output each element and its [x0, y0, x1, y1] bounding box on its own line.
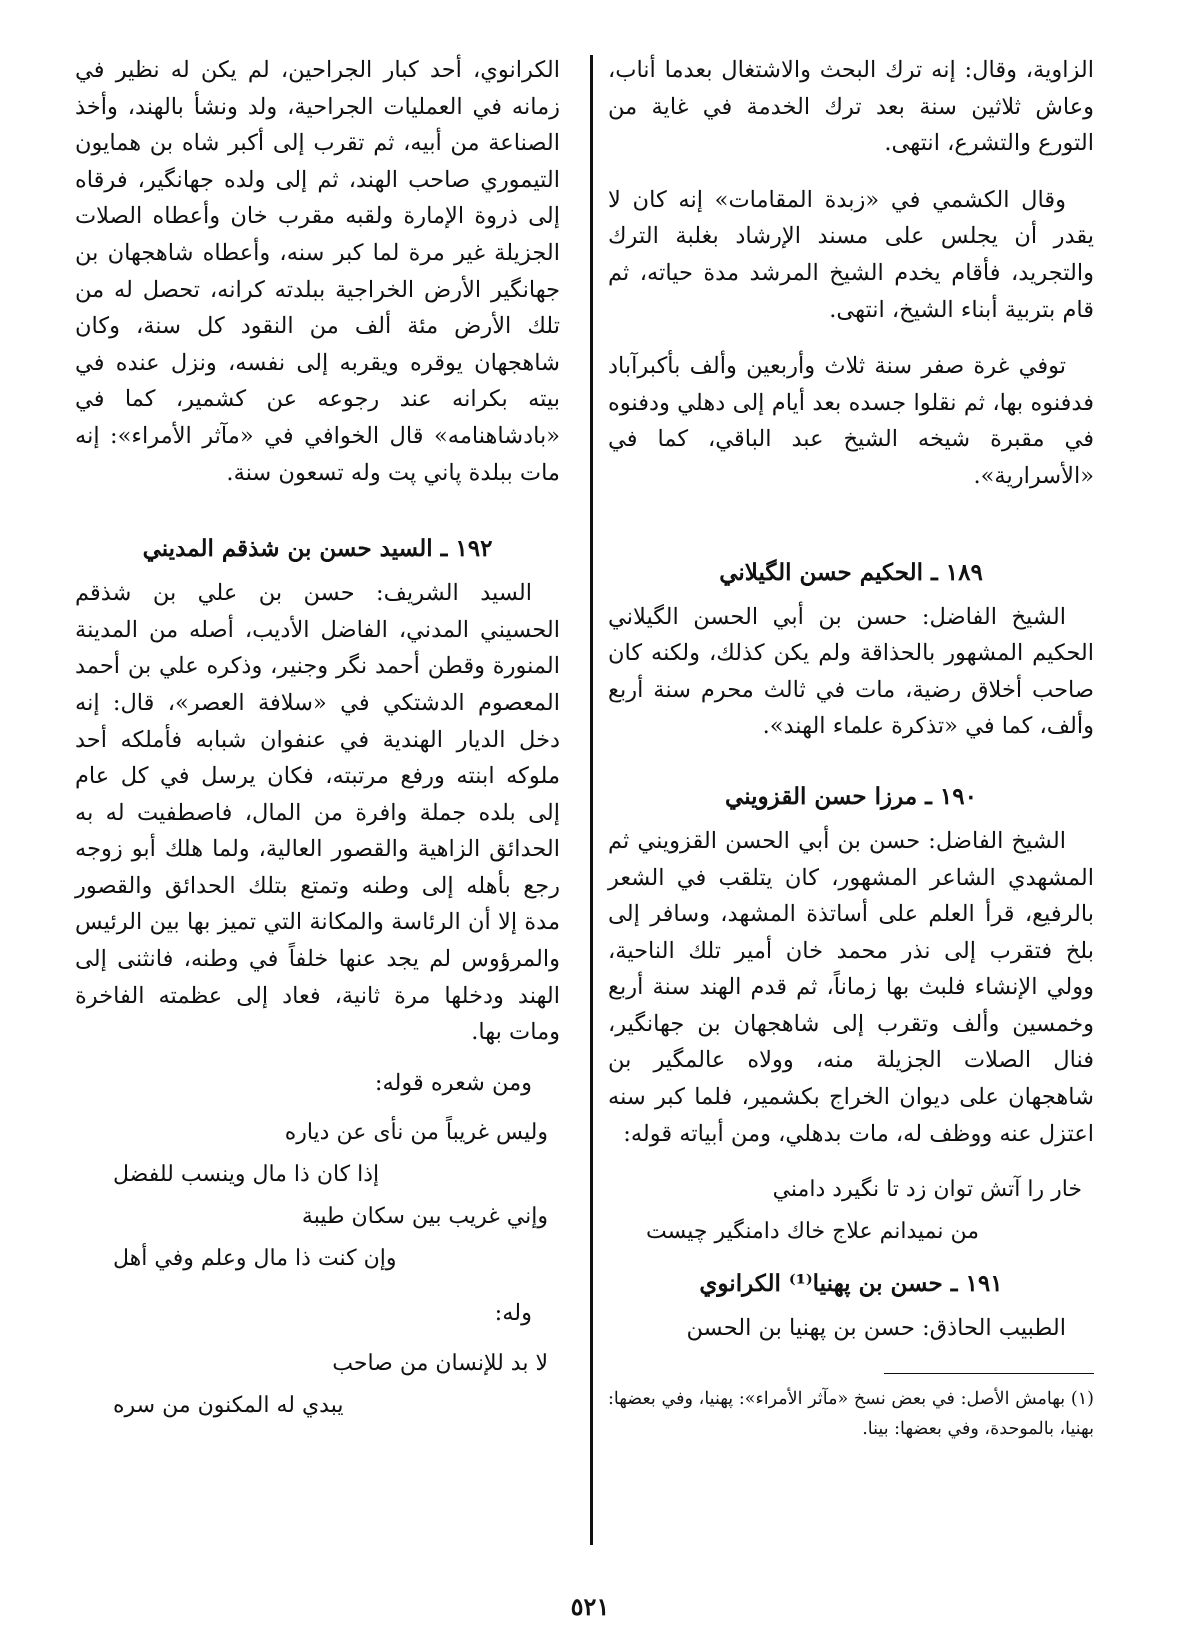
verse-line: وإن كنت ذا مال وعلم وفي أهل — [113, 1246, 397, 1272]
paragraph: وقال الكشمي في «زبدة المقامات» إنه كان لا يقدر أن يجلس على مسند الإرشاد بغلبة الترك والتجريد، فأقام يخدم الشيخ المرشد مدة حياته، ثم قام بتربية أبناء الشيخ، انتهى. — [608, 186, 1094, 323]
verse-line: إذا كان ذا مال وينسب للفضل — [113, 1162, 380, 1188]
poem-1 — [75, 1117, 560, 1275]
verse-line: وليس غريباً من نأى عن دياره — [284, 1120, 548, 1146]
right-column — [608, 52, 1094, 1444]
paragraph: الزاوية، وقال: إنه ترك البحث والاشتغال بعدما أناب، وعاش ثلاثين سنة بعد ترك الخدمة في غاية من التورع والتشرع، انتهى. — [608, 57, 1094, 157]
entry-paragraph-189: الشيخ الفاضل: حسن بن أبي الحسن الگيلاني الحكيم المشهور بالحذاقة ولم يكن كذلك، ولكنه كان صاحب أخلاق رضية، مات في ثالث محرم سنة أربع وألف، كما في «تذكرة علماء الهند». — [608, 603, 1094, 740]
entry-heading-189: ١٨٩ ـ الحكيم حسن الگيلاني — [719, 558, 983, 586]
entry-heading-190: ١٩٠ ـ مرزا حسن القزويني — [725, 782, 977, 810]
entry-paragraph-191: الطبيب الحاذق: حسن بن پهنيا بن الحسن — [686, 1315, 1066, 1342]
verse-190 — [608, 1174, 1094, 1248]
paragraph: توفي غرة صفر سنة ثلاث وأربعين وألف بأكبرآباد فدفنوه بها، ثم نقلوا جسده بعد أيام إلى دهلي ودفنوه في مقبرة شيخه الشيخ عبد الباقي، كما في «الأسرارية». — [608, 353, 1094, 489]
poem-intro: ومن شعره قوله: — [374, 1069, 532, 1096]
left-column — [75, 52, 560, 1422]
verse-line: خار را آتش توان زد تا نگيرد دامني — [772, 1177, 1082, 1203]
verse-line: لا بد للإنسان من صاحب — [332, 1351, 548, 1377]
entry-paragraph-192: السيد الشريف: حسن بن علي بن شذقم الحسيني المدني، الفاضل الأديب، أصله من المدينة المنورة وقطن أحمد نگر وجنير، وذكره علي بن أحمد المعصوم الدشتكي في «سلافة العصر»، قال: إنه دخل الديار الهندية في عنفوان شبابه فأملكه أحد ملوكه ابنته ورفع مرتبته، فكان يرسل في كل عام إلى بلده جملة وافرة من المال، فاصطفيت له به الحدائق الزاهية والقصور العالية، ولما هلك أبو زوجه رجع بأهله إلى وطنه وتمتع بتلك الحدائق والقصور مدة إلا أن الرئاسة والمكانة التي تميز بها بين الرئيس والمرؤوس لم يجد عنها خلفاً في وطنه، فانثنى إلى الهند ودخلها مرة ثانية، فعاد إلى عظمته الفاخرة ومات بها. — [75, 580, 560, 1046]
paragraph: الكرانوي، أحد كبار الجراحين، لم يكن له نظير في زمانه في العمليات الجراحية، ولد ونشأ بالهند، وأخذ الصناعة من أبيه، ثم تقرب إلى أكبر شاه بن همايون التيموري صاحب الهند، ثم إلى ولده جهانگير، فرقاه إلى ذروة الإمارة ولقبه مقرب خان وأعطاه الصلات الجزيلة غير مرة لما كبر سنه، وأعطاه شاهجهان بن جهانگير الأرض الخراجية ببلدته كرانه، تحصل له من تلك الأرض مئة ألف من النقود كل سنة، وكان شاهجهان يوقره ويقربه إلى نفسه، ونزل عنده في بيته بكرانه عند رجوعه عن كشمير، كما في «بادشاهنامه» قال الخوافي في «مآثر الأمراء»: إنه مات ببلدة پاني پت وله تسعون سنة. — [75, 57, 560, 486]
entry-heading-192: ١٩٢ ـ السيد حسن بن شذقم المديني — [142, 535, 493, 563]
poem-intro: وله: — [494, 1300, 532, 1327]
column-divider — [590, 55, 593, 1545]
verse-line: من نميدانم علاج خاك دامنگير چيست — [646, 1219, 980, 1245]
poem-2 — [75, 1348, 560, 1422]
entry-paragraph-190: الشيخ الفاضل: حسن بن أبي الحسن القزويني ثم المشهدي الشاعر المشهور، كان يتلقب في الشعر بالرفيع، قرأ العلم على أساتذة المشهد، وسافر إلى بلخ فتقرب إلى نذر محمد خان أمير تلك الناحية، وولي الإنشاء فلبث بها زماناً، ثم قدم الهند سنة أربع وخمسين وألف وتقرب إلى شاهجهان بن جهانگير، فنال الصلات الجزيلة منه، وولاه عالمگير بن شاهجهان على ديوان الخراج بكشمير، فلما كبر سنه اعتزل عنه ووظف له، مات بدهلي، ومن أبياته قوله: — [608, 827, 1094, 1147]
verse-line: يبدي له المكنون من سره — [113, 1393, 344, 1419]
page-number: ٥٢١ — [570, 1592, 610, 1621]
verse-line: وإني غريب بين سكان طيبة — [301, 1204, 548, 1230]
footnote: (١) بهامش الأصل: في بعض نسخ «مآثر الأمراء»: پهنيا، وفي بعضها: بهنيا، بالموحدة، وفي بعضها: بينا. — [608, 1388, 1094, 1439]
entry-heading-191: ١٩١ ـ حسن بن پهنيا⁽¹⁾ الكرانوي — [699, 1270, 1003, 1298]
footnote-rule — [884, 1373, 1094, 1374]
